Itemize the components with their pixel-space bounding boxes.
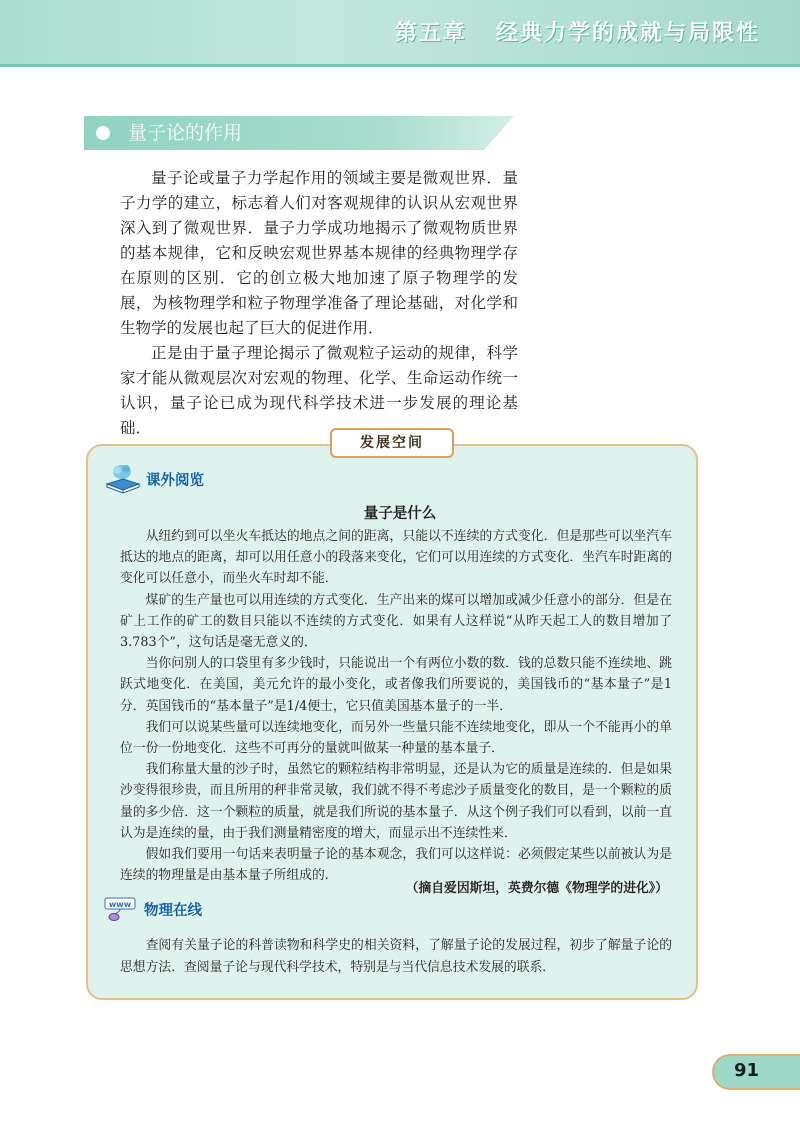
body-text [120,166,518,441]
development-space-tab: 发展空间 [330,428,454,458]
online-paragraph: 查阅有关量子论的科普读物和科学史的相关资料，了解量子论的发展过程，初步了解量子论的思想方法．查阅量子论与现代科学技术，特别是与当代信息技术发展的联系． [120,938,672,975]
page-number: 91 [734,1060,760,1081]
header-divider [0,64,800,67]
body-paragraph: 正是由于量子理论揭示了微观粒子运动的规律，科学家才能从微观层次对宏观的物理、化学、生命运动作统一认识，量子论已成为现代科学技术进一步发展的理论基础． [120,344,518,437]
reading-heading-label: 课外阅览 [146,471,204,489]
article-paragraph: 从纽约到可以坐火车抵达的地点之间的距离，只能以不连续的方式变化．但是那些可以坐汽车抵达的地点的距离，却可以用任意小的段落来变化，它们可以用连续的方式变化．坐汽车时距离的变化可以任意小，而坐火车时却不能． [120,529,672,587]
svg-text:www: www [108,900,132,909]
article-title: 量子是什么 [363,505,437,522]
article-paragraph: 我们称量大量的沙子时，虽然它的颗粒结构非常明显，还是认为它的质量是连续的．但是如果沙变得很珍贵，而且所用的秤非常灵敏，我们就不得不考虑沙子质量变化的数目，是一个颗粒的质量的多少倍．这一个颗粒的质量，就是我们所说的基本量子．从这个例子我们可以看到，以前一直认为是连续的量，由于我们测量精密度的增大，而显示出不连续性来． [120,762,672,841]
article-body [120,526,672,886]
section-bullet-icon [96,126,110,140]
extracurricular-reading-heading [104,464,204,494]
article-paragraph: 我们可以说某些量可以连续地变化，而另外一些量只能不连续地变化，即从一个不能再小的单位一份一份地变化．这些不可再分的量就叫做某一种量的基本量子． [120,719,672,757]
physics-online-heading [104,897,202,921]
body-paragraph: 量子论或量子力学起作用的领域主要是微观世界．量子力学的建立，标志着人们对客观规律的认识从宏观世界深入到了微观世界．量子力学成功地揭示了微观物质世界的基本规律，它和反映宏观世界基本规律的经典物理学存在原则的区别．它的创立极大地加速了原子物理学的发展，为核物理学和粒子物理学准备了理论基础，对化学和生物学的发展也起了巨大的促进作用． [120,169,518,337]
section-title: 量子论的作用 [128,122,243,144]
article-paragraph: 假如我们要用一句话来表明量子论的基本观念，我们可以这样说：必须假定某些以前被认为是连续的物理量是由基本量子所组成的． [120,847,672,884]
article-paragraph: 当你问别人的口袋里有多少钱时，只能说出一个有两位小数的数．钱的总数只能不连续地、跳跃式地变化．在美国，美元允许的最小变化，或者像我们所要说的，美国钱币的“基本量子”是1分．英国钱币的“基本量子”是1/4便士，它只值美国基本量子的一半． [120,656,672,714]
book-stack-icon [104,464,142,494]
article-paragraph: 煤矿的生产量也可以用连续的方式变化．生产出来的煤可以增加或减少任意小的部分．但是在矿上工作的矿工的数目只能以不连续的方式变化．如果有人这样说“从昨天起工人的数目增加了3.783个”，这句话是毫无意义的． [120,592,672,651]
article-citation: （摘自爱因斯坦，英费尔德《物理学的进化》） [405,881,668,896]
chapter-title: 第五章 经典力学的成就与局限性 [395,21,760,46]
online-heading-label: 物理在线 [144,901,202,919]
online-body [120,935,672,978]
www-mouse-icon [104,897,138,921]
